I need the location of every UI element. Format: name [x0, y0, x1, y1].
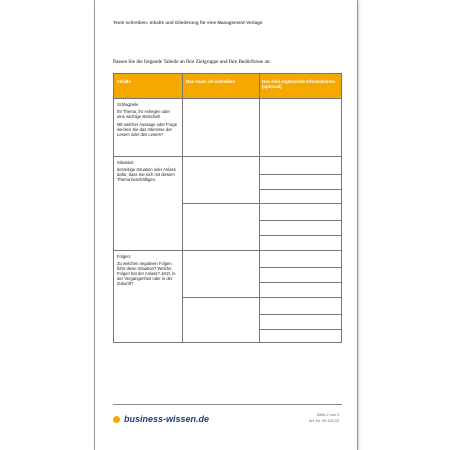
row-divider [182, 297, 341, 298]
column-divider [259, 74, 260, 342]
row-divider [259, 174, 341, 175]
article-number: Art.-Nr. 99.100.03 [309, 418, 339, 423]
row-divider [114, 156, 341, 157]
business-wissen-logo [113, 414, 209, 424]
row-divider [259, 314, 341, 315]
column-header-muss: Das muss ich schreiben [186, 79, 236, 84]
row-divider [259, 220, 341, 221]
logo-dot-icon [113, 416, 120, 423]
row-divider [114, 98, 341, 99]
row-divider [259, 189, 341, 190]
footer-divider [113, 404, 342, 405]
content-table [113, 73, 342, 343]
intro-text: Passen Sie die folgende Tabelle an Ihre Zielgruppe und Ihre Bedürfnisse an: [113, 59, 271, 65]
column-header-inhalte: Inhalte [117, 79, 131, 84]
cell-folgen [117, 255, 179, 289]
page-header: Texte schreiben: Inhalte und Gliederung für eine Management-Vorlage [113, 20, 263, 25]
cell-line: Ihr Thema, Ihr Anliegen oder eine wichtige Botschaft [117, 109, 170, 120]
row-divider [259, 282, 341, 283]
cell-line: Situation: [117, 160, 135, 165]
cell-line: Folgen: [117, 254, 131, 259]
footer-meta [309, 413, 339, 424]
logo-text: business-wissen.de [124, 414, 210, 424]
cell-line: Mit welcher Aussage oder Frage wecken Sie das Interesse der Lesern oder des Lesers? [117, 121, 178, 137]
row-divider [259, 235, 341, 236]
row-divider [182, 203, 341, 204]
cell-schlagzeile [117, 103, 179, 140]
page-number: Seite 2 von 3 [316, 413, 339, 417]
cell-situation [117, 161, 179, 186]
table-header-row [114, 74, 341, 98]
document-page [95, 0, 357, 450]
column-divider [182, 74, 183, 342]
row-divider [114, 250, 341, 251]
cell-line: derzeitige Situation oder Anlass dafür, dass Sie sich mit diesem Thema beschäftigen. [117, 167, 176, 183]
cell-line: Zu welchen negativen Folgen führt diese Situation? Welche Folgen hat der Anlass? Jetzt, in der Vergangenheit oder in der Zukunft? [117, 261, 176, 287]
row-divider [259, 329, 341, 330]
cell-line: Schlagzeile [117, 102, 139, 107]
row-divider [259, 267, 341, 268]
column-header-optional: Das sind ergänzende Informationen (optional) [262, 79, 335, 89]
